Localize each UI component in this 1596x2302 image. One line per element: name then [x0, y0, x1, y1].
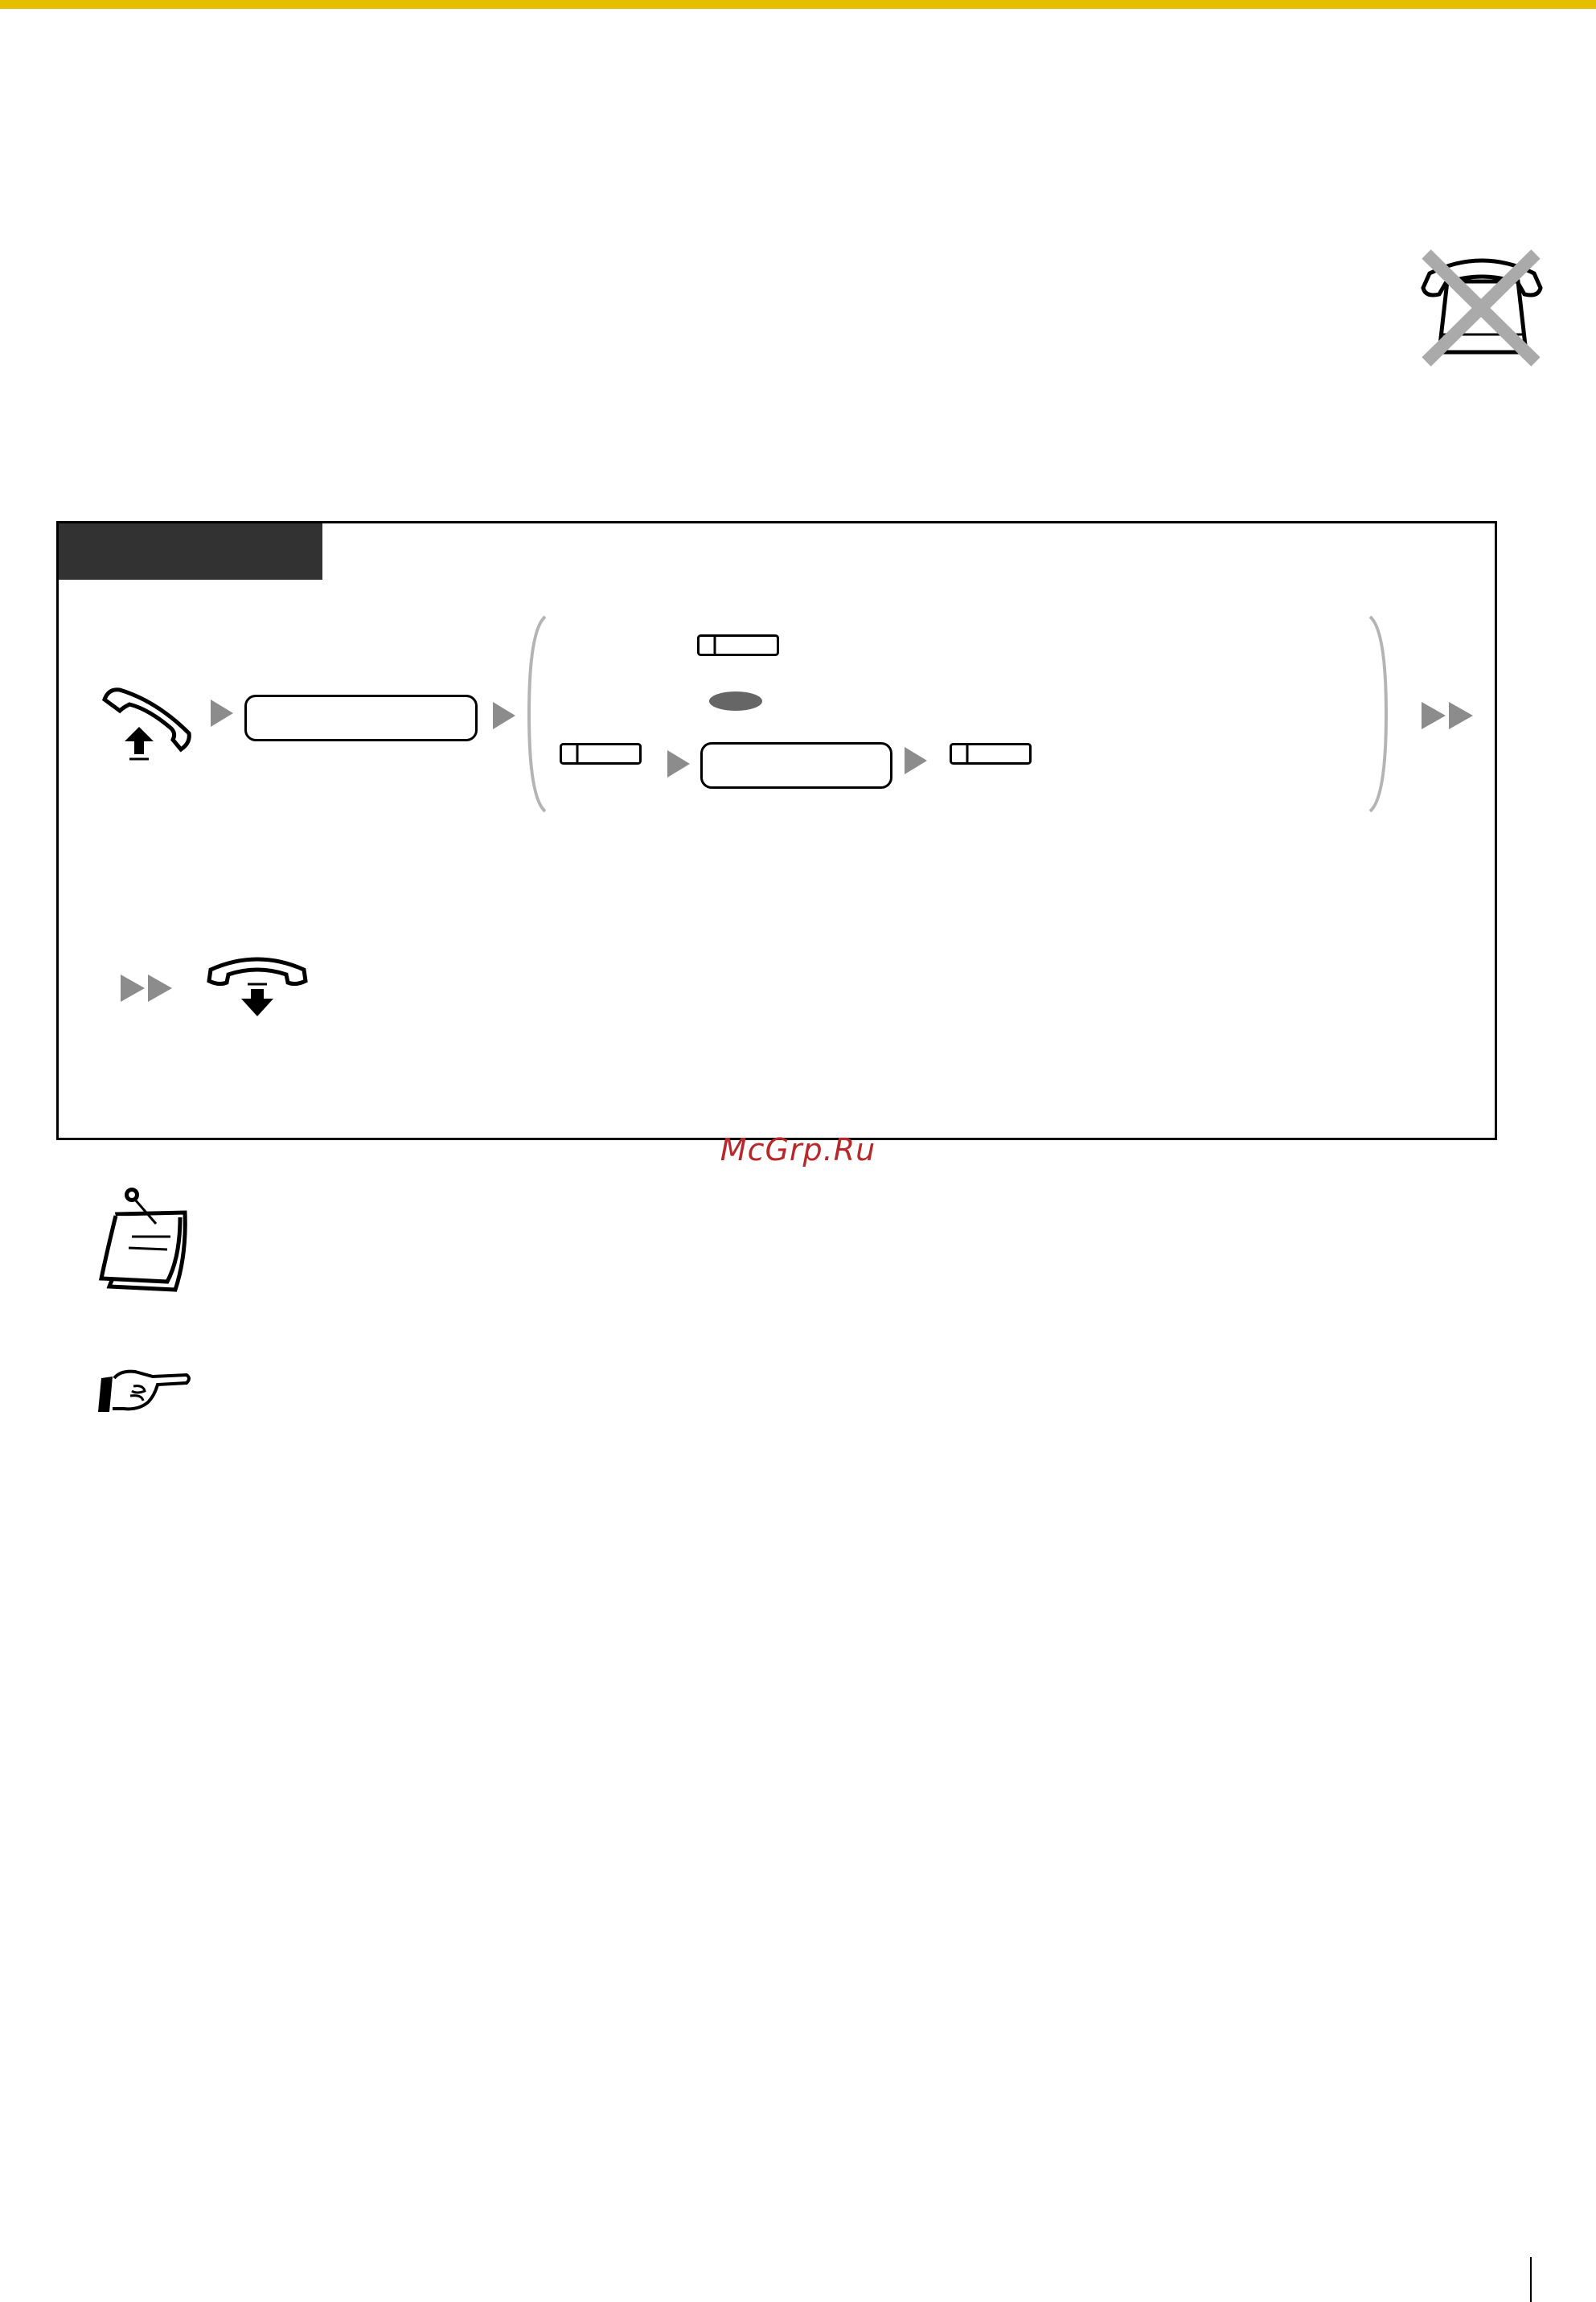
- procedure-header-bar: [59, 523, 322, 580]
- oval-button-icon: [708, 691, 763, 715]
- left-bracket: [524, 614, 548, 817]
- flexible-key: [697, 634, 779, 660]
- top-accent-bar: [0, 0, 1596, 9]
- right-bracket: [1367, 614, 1391, 817]
- memo-note-icon: [96, 1184, 189, 1292]
- entry-box: [244, 695, 478, 741]
- step-arrow: [905, 747, 929, 778]
- flexible-key: [950, 743, 1032, 769]
- flexible-key: [560, 743, 642, 769]
- off-hook-icon: [101, 685, 193, 761]
- prohibited-phone-icon: [1405, 248, 1558, 368]
- entry-box: [700, 742, 892, 789]
- pointing-hand-icon: [96, 1367, 193, 1415]
- procedure-box: [56, 521, 1497, 1140]
- continue-double-arrow: [1422, 702, 1475, 732]
- page-edge-rule: [1530, 2257, 1532, 2302]
- step-arrow: [667, 750, 691, 781]
- step-arrow: [493, 702, 517, 732]
- watermark-text: McGrp.Ru: [720, 1132, 876, 1167]
- step-arrow: [211, 700, 235, 730]
- continue-double-arrow: [121, 975, 174, 1005]
- on-hook-icon: [207, 954, 308, 1018]
